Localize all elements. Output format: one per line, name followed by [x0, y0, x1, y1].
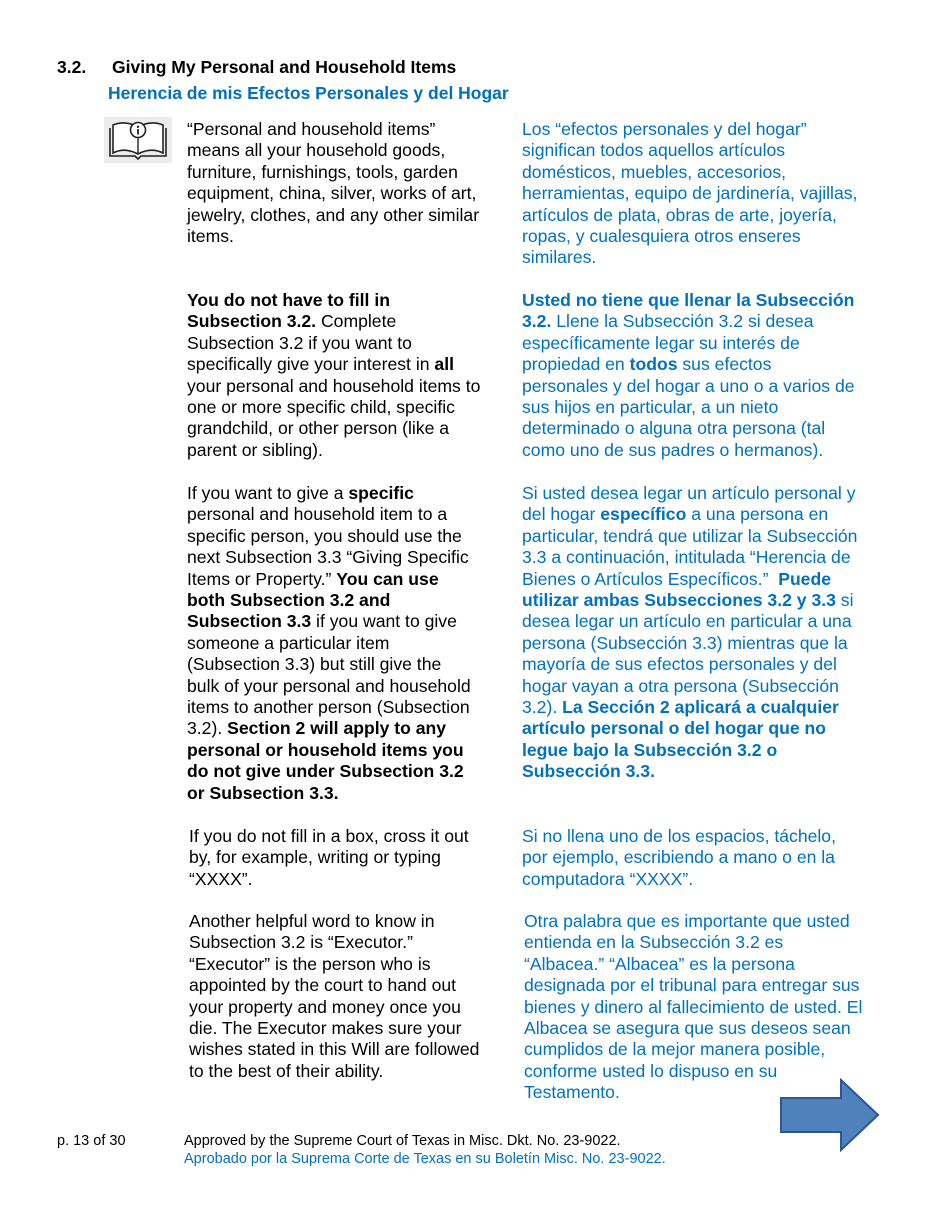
executor-note-es: Otra palabra que es importante que usted entienda en la Subsección 3.2 es “Albacea.” “Albacea” es la persona designada por el tribunal para entregar sus bienes y dinero al fallecimiento de usted. El Albacea se asegura que sus deseos sean cumplidos de la mejor manera posible, conforme usted lo dispuso en su Testamento.	[524, 911, 863, 1103]
optional-note-es: Usted no tiene que llenar la Subsección 3.2. Llene la Subsección 3.2 si desea específicamente legar su interés de propiedad en todos sus efectos personales y del hogar a uno o a varios de sus hijos en particular, a un nieto determinado o alguna otra persona (tal como uno de sus padres o hermanos).	[522, 290, 855, 460]
definition-es: Los “efectos personales y del hogar” significan todos aquellos artículos domésticos, muebles, accesorios, herramientas, equipo de jardinería, vajillas, artículos de plata, obras de arte, joyería, ropas, y cualesquiera otros enseres similares.	[522, 119, 858, 268]
section-title: Giving My Personal and Household Items	[112, 57, 457, 77]
page-number: p. 13 of 30	[57, 1133, 126, 1149]
executor-note-en: Another helpful word to know in Subsection 3.2 is “Executor.” “Executor” is the person who is appointed by the court to hand out your property and money once you die. The Executor makes sure your wishes stated in this Will are followed to the best of their ability.	[189, 911, 480, 1081]
specific-items-es: Si usted desea legar un artículo personal y del hogar específico a una persona en particular, tendrá que utilizar la Subsección 3.3 a continuación, intitulada “Herencia de Bienes o Artículos Específicos.” Puede utilizar ambas Subsecciones 3.2 y 3.3 si desea legar un artículo en particular a una persona (Subsección 3.3) mientras que la mayoría de sus efectos personales y del hogar vayan a otra persona (Subsección 3.2). La Sección 2 aplicará a cualquier artículo personal o del hogar que no legue bajo la Subsección 3.2 o Subsección 3.3.	[522, 483, 858, 782]
next-arrow-icon[interactable]	[779, 1078, 881, 1152]
section-title-es: Herencia de mis Efectos Personales y del Hogar	[108, 83, 509, 103]
optional-note-en: You do not have to fill in Subsection 3.2. Complete Subsection 3.2 if you want to specifically give your interest in all your personal and household items to one or more specific child, specific grandchild, or other person (like a parent or sibling).	[187, 290, 481, 460]
specific-items-en: If you want to give a specific personal and household item to a specific person, you should use the next Subsection 3.3 “Giving Specific Items or Property.” You can use both Subsection 3.2 and Subsection 3.3 if you want to give someone a particular item (Subsection 3.3) but still give the bulk of your personal and household items to another person (Subsection 3.2). Section 2 will apply to any personal or household items you do not give under Subsection 3.2 or Subsection 3.3.	[187, 483, 471, 803]
approval-note: Approved by the Supreme Court of Texas in Misc. Dkt. No. 23-9022.	[184, 1133, 621, 1149]
section-number: 3.2.	[57, 57, 87, 77]
info-book-icon	[104, 117, 172, 163]
crossout-note-en: If you do not fill in a box, cross it out by, for example, writing or typing “XXXX”.	[189, 826, 469, 889]
crossout-note-es: Si no llena uno de los espacios, táchelo, por ejemplo, escribiendo a mano o en la computadora “XXXX”.	[522, 826, 836, 889]
definition-en: “Personal and household items” means all your household goods, furniture, furnishings, tools, garden equipment, china, silver, works of art, jewelry, clothes, and any other similar items.	[187, 119, 480, 247]
approval-note-es: Aprobado por la Suprema Corte de Texas en su Boletín Misc. No. 23-9022.	[184, 1151, 666, 1167]
